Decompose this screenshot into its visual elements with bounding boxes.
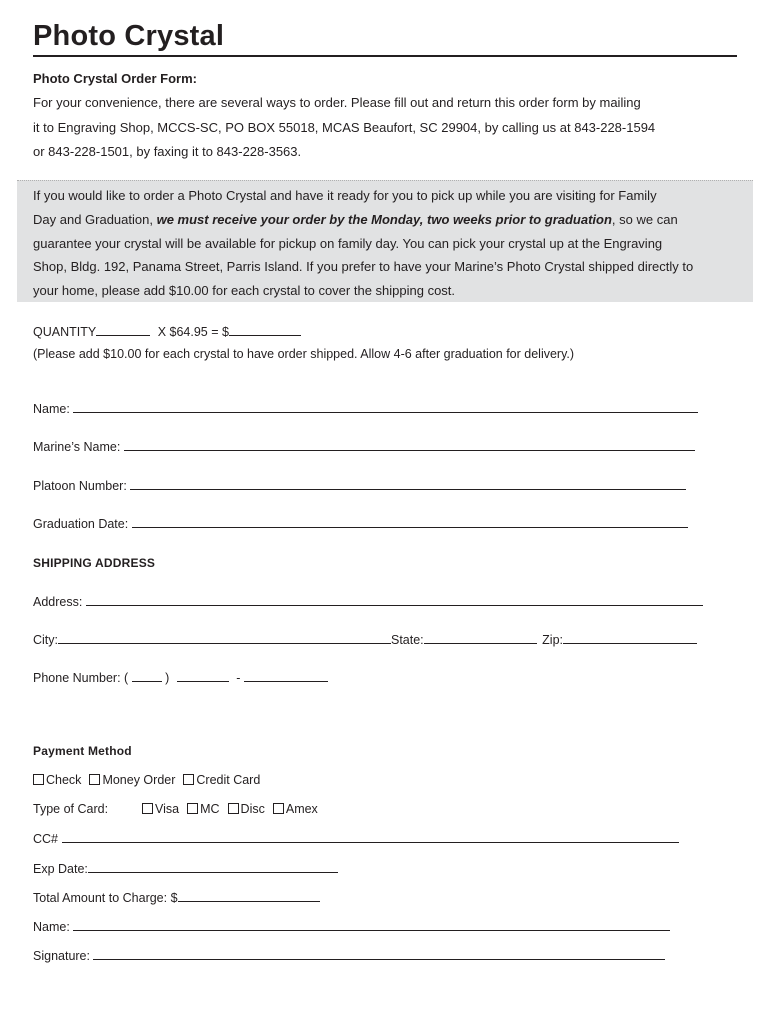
name-label: Name: <box>33 402 70 416</box>
checkbox-icon[interactable] <box>142 803 153 814</box>
money-order-label: Money Order <box>102 773 176 787</box>
address-row <box>33 594 703 609</box>
amex-option[interactable] <box>273 802 318 816</box>
name-row <box>33 401 698 416</box>
notice-text-span: Day and Graduation, <box>33 211 157 227</box>
intro-line: or 843-228-1501, by faxing it to 843-228-3563. <box>33 144 302 159</box>
intro-line: For your convenience, there are several ways to order. Please fill out and return this order form by mailing <box>33 95 641 110</box>
graduation-date-row <box>33 516 688 531</box>
cc-field[interactable] <box>62 831 679 843</box>
phone-suffix-field[interactable] <box>244 670 328 682</box>
intro-paragraph <box>33 91 733 165</box>
marine-name-field[interactable] <box>124 439 695 451</box>
phone-area-code-field[interactable] <box>132 670 162 682</box>
zip-label: Zip: <box>542 633 563 647</box>
platoon-field[interactable] <box>130 478 686 490</box>
money-order-option[interactable] <box>89 773 175 787</box>
notice-line: guarantee your crystal will be available for pickup on family day. You can pick your crystal up at the Engraving <box>33 235 663 251</box>
signature-label: Signature: <box>33 949 90 963</box>
checkbox-icon[interactable] <box>273 803 284 814</box>
city-label: City: <box>33 633 58 647</box>
mc-label: MC <box>200 802 220 816</box>
notice-text <box>33 184 748 303</box>
intro-line: it to Engraving Shop, MCCS-SC, PO BOX 55018, MCAS Beaufort, SC 29904, by calling us at 843-228-1594 <box>33 119 656 135</box>
check-option[interactable] <box>33 773 81 787</box>
exp-date-label: Exp Date: <box>33 862 88 876</box>
quantity-field[interactable] <box>96 324 150 336</box>
city-field[interactable] <box>58 632 391 644</box>
cc-row <box>33 831 679 846</box>
price-label: X $64.95 = $ <box>157 325 229 339</box>
mc-option[interactable] <box>187 802 219 816</box>
notice-deadline: we must receive your order by the Monday, two weeks prior to graduation <box>156 211 612 227</box>
credit-card-label: Credit Card <box>196 773 261 787</box>
payment-methods-row <box>33 773 268 787</box>
address-field[interactable] <box>86 594 703 606</box>
signature-row <box>33 948 665 963</box>
phone-row <box>33 670 328 685</box>
name-field[interactable] <box>73 401 698 413</box>
card-type-row <box>33 802 326 816</box>
quantity-label: QUANTITY <box>33 325 97 339</box>
zip-field[interactable] <box>563 632 697 644</box>
payment-heading: Payment Method <box>33 744 132 758</box>
checkbox-icon[interactable] <box>228 803 239 814</box>
platoon-label: Platoon Number: <box>33 479 127 493</box>
phone-dash: - <box>236 671 241 685</box>
checkbox-icon[interactable] <box>89 774 100 785</box>
exp-date-row <box>33 861 338 876</box>
amex-label: Amex <box>285 802 318 816</box>
notice-line <box>33 208 748 232</box>
total-row <box>33 890 320 905</box>
notice-line: Shop, Bldg. 192, Panama Street, Parris Island. If you prefer to have your Marine’s Photo Crystal shipped directly to <box>33 259 694 275</box>
visa-label: Visa <box>155 802 180 816</box>
graduation-date-field[interactable] <box>132 516 688 528</box>
marine-name-label: Marine’s Name: <box>33 440 121 454</box>
city-state-zip-row <box>33 632 697 647</box>
disc-label: Disc <box>240 802 265 816</box>
quantity-note: (Please add $10.00 for each crystal to have order shipped. Allow 4-6 after graduation for delivery.) <box>33 347 575 361</box>
state-field[interactable] <box>424 632 537 644</box>
card-type-label: Type of Card: <box>33 802 109 816</box>
price-total-field[interactable] <box>229 324 301 336</box>
phone-prefix-field[interactable] <box>177 670 229 682</box>
exp-date-field[interactable] <box>88 861 338 873</box>
cc-label: CC# <box>33 832 59 846</box>
payer-name-row <box>33 919 670 934</box>
marine-name-row <box>33 439 695 454</box>
notice-line: If you would like to order a Photo Crystal and have it ready for you to pick up while you are visiting for Family <box>33 188 657 203</box>
total-field[interactable] <box>178 890 320 902</box>
check-label: Check <box>46 773 82 787</box>
checkbox-icon[interactable] <box>187 803 198 814</box>
page-title: Photo Crystal <box>33 20 225 52</box>
platoon-row <box>33 478 686 493</box>
order-form-heading: Photo Crystal Order Form: <box>33 71 197 86</box>
shipping-heading: SHIPPING ADDRESS <box>33 556 156 570</box>
notice-line: your home, please add $10.00 for each crystal to cover the shipping cost. <box>33 283 456 299</box>
payer-name-label: Name: <box>33 920 70 934</box>
visa-option[interactable] <box>142 802 179 816</box>
total-label: Total Amount to Charge: $ <box>33 891 178 905</box>
title-rule <box>33 55 737 57</box>
phone-label: Phone Number: ( <box>33 671 129 685</box>
credit-card-option[interactable] <box>183 773 260 787</box>
checkbox-icon[interactable] <box>183 774 194 785</box>
address-label: Address: <box>33 595 83 609</box>
notice-text-span: , so we can <box>611 211 678 227</box>
checkbox-icon[interactable] <box>33 774 44 785</box>
signature-field[interactable] <box>93 948 665 960</box>
state-label: State: <box>391 633 424 647</box>
payer-name-field[interactable] <box>73 919 670 931</box>
disc-option[interactable] <box>228 802 265 816</box>
graduation-date-label: Graduation Date: <box>33 517 129 531</box>
phone-paren: ) <box>165 671 170 685</box>
quantity-row <box>33 324 301 339</box>
